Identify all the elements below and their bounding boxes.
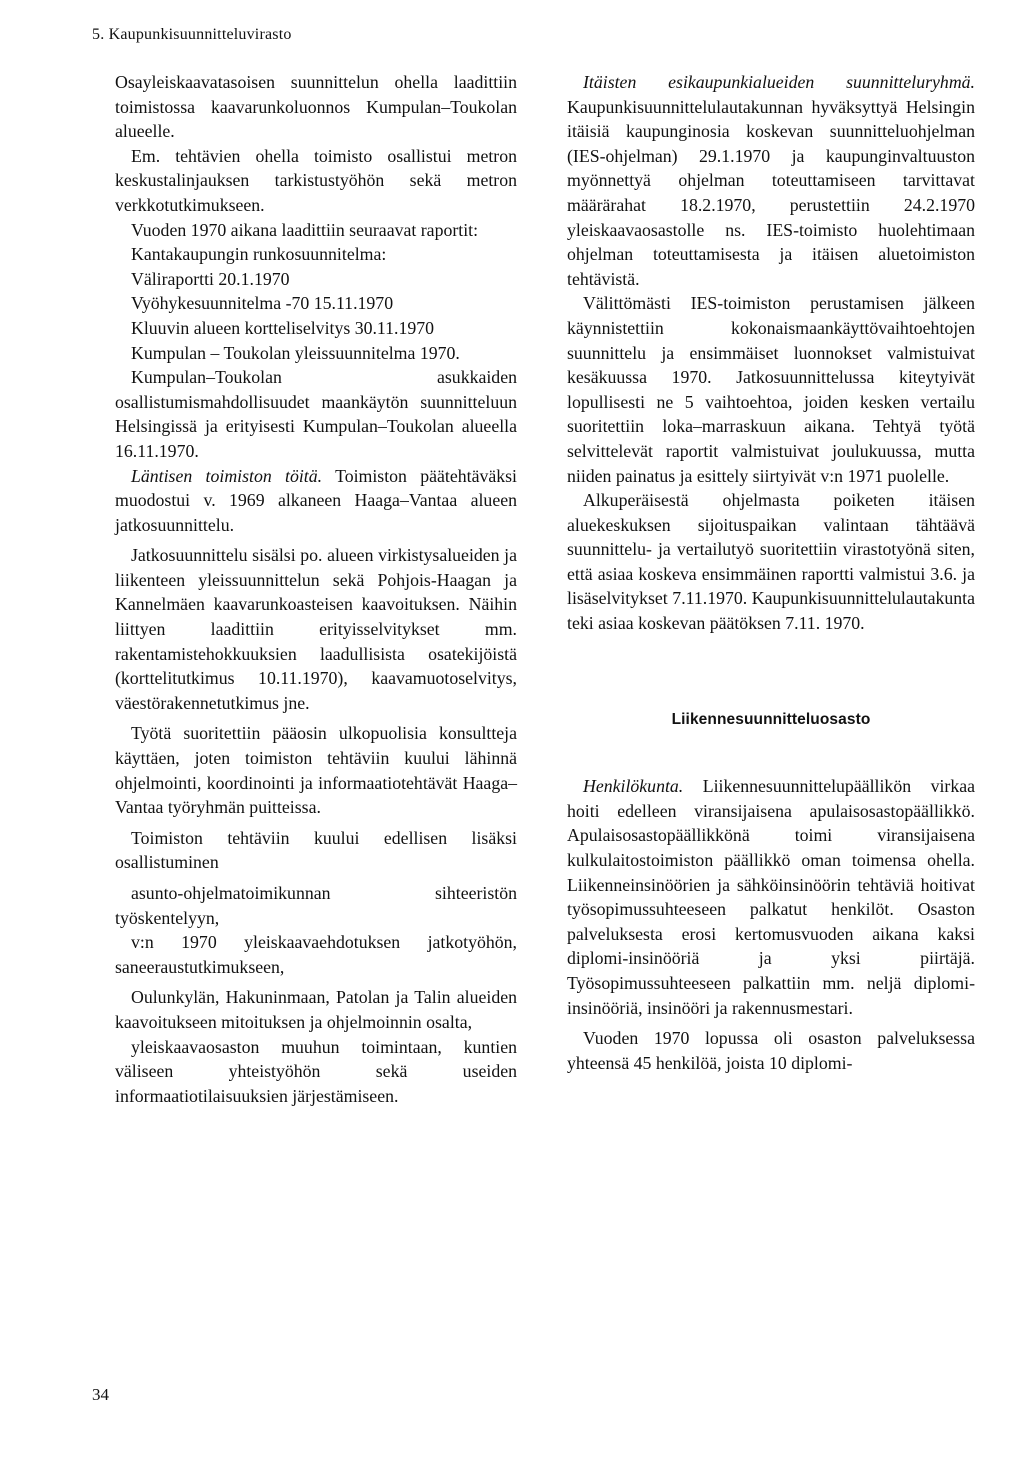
report-item: Vyöhykesuunnitelma -70 15.11.1970: [131, 293, 394, 314]
paragraph-text: Toimiston päätehtäväksi muodostui v. 1969 alkaneen Haaga–Vantaa alueen jatkosuunnittelu.: [115, 465, 517, 535]
list-item: v:n 1970 yleiskaavaehdotuksen jatkotyöhön, saneeraustutkimukseen,: [115, 932, 517, 977]
report-item: Kumpulan – Toukolan yleissuunnitelma 1970.: [131, 342, 460, 363]
report-item: Kluuvin alueen kortteliselvitys 30.11.1970: [131, 317, 435, 338]
paragraph: Vuoden 1970 lopussa oli osaston palveluksessa yhteensä 45 henkilöä, joista 10 diplomi-: [567, 1028, 975, 1073]
run-in-heading: Itäisten esikaupunkialueiden suunnitteluryhmä.: [583, 72, 975, 92]
paragraph: [567, 70, 975, 291]
list-item: Oulunkylän, Hakuninmaan, Patolan ja Talin alueiden kaavoitukseen mitoituksen ja ohjelmoinnin osalta,: [115, 987, 517, 1032]
paragraph-text: Kaupunkisuunnittelulautakunnan hyväksyttyä Helsingin itäisiä kaupunginosia koskevan suunnitteluohjelman (IES-ohjelman) 29.1.1970 ja kaupunginvaltuuston myönnettyä ohjelman toteuttamiseen tarvittavat määrärahat 18.2.1970, perustettiin 24.2.1970 yleiskaavaosastolle ns. IES-toimisto huolehtimaan ohjelman toteuttamisesta ja itäisen aluetoimiston tehtävistä.: [567, 96, 975, 289]
paragraph: Vuoden 1970 aikana laadittiin seuraavat raportit:: [131, 219, 479, 240]
paragraph-text: Liikennesuunnittelupäällikön virkaa hoiti edelleen viransijaisena apulaisosastopäällikkö. Apulaisosastopäällikkönä toimi viransijaisena kulkulaitostoimiston päällikkö oman toimensa ohella. Liikenneinsinöörien ja sähköinsinöörin tehtäviä hoitivat työsopimussuhteeseen palkatut henkilöt. Osaston palveluksesta erosi kertomusvuoden aikana kaksi diplomi-insinööriä ja yksi piirtäjä. Työsopimussuhteeseen palkattiin mm. neljä diplomi-insinööriä, insinööri ja rakennusmestari.: [567, 776, 975, 1018]
running-header: 5. Kaupunkisuunnitteluvirasto: [92, 26, 292, 43]
report-item: Kantakaupungin runkosuunnitelma:: [131, 244, 387, 265]
page-number: 34: [92, 1385, 109, 1404]
paragraph: Alkuperäisestä ohjelmasta poiketen itäisen aluekeskuksen sijoituspaikan valintaan tähtäävä suunnittelu- ja vertailutyö suoritettiin virastotyönä siten, että asiaa koskeva ensimmäinen raportti valmistui 3.6. ja lisäselvitykset 7.11.1970. Kaupunkisuunnittelulautakunta teki asiaa koskevan päätöksen 7.11. 1970.: [567, 490, 975, 634]
paragraph: [567, 774, 975, 1020]
paragraph: [115, 464, 517, 538]
paragraph: Osayleiskaavatasoisen suunnittelun ohella laadittiin toimistossa kaavarunkoluonnos Kumpulan–Toukolan alueelle.: [115, 72, 517, 142]
list-item: yleiskaavaosaston muuhun toimintaan, kuntien väliseen yhteistyöhön sekä useiden informaatiotilaisuuksien järjestämiseen.: [115, 1036, 517, 1106]
section-heading: Liikennesuunnitteluosasto: [671, 710, 871, 728]
paragraph: Em. tehtävien ohella toimisto osallistui metron keskustalinjauksen tarkistustyöhön sekä metron verkkotutkimukseen.: [115, 145, 517, 215]
left-column: [115, 70, 517, 1108]
paragraph: Jatkosuunnittelu sisälsi po. alueen virkistysalueiden ja liikenteen yleissuunnittelun sekä Pohjois-Haagan ja Kannelmäen kaavarunkoasteisen kaavoituksen. Näihin liittyen laadittiin erityisselvitykset mm. rakentamistehokkuuksien laadullisista osatekijöistä (korttelitutkimus 10.11.1970), kaavamuotoselvitys, väestörakennetutkimus jne.: [115, 545, 517, 713]
run-in-heading: Henkilökunta.: [583, 776, 684, 797]
run-in-heading: Läntisen toimiston töitä.: [131, 465, 323, 486]
report-item: Väliraportti 20.1.1970: [131, 268, 290, 289]
paragraph: Välittömästi IES-toimiston perustamisen jälkeen käynnistettiin kokonaismaankäyttövaihtoehtojen suunnittelu ja ensimmäiset luonnokset valmistuivat kesäkuussa 1970. Jatkosuunnittelussa kiteytyivät lopullisesti ne 5 vaihtoehtoa, joiden kesken vertailu suoritettiin loka–marraskuun aikana. Tehtyä työtä selvittelevät raportit valmistuivat joulukuussa, mutta niiden painatus ja esittely siirtyivät v:n 1971 puolelle.: [567, 293, 975, 486]
paragraph: Työtä suoritettiin pääosin ulkopuolisia konsultteja käyttäen, joten toimiston tehtäviin kuului lähinnä ohjelmointi, koordinointi ja informaatiotehtävät Haaga–Vantaa työryhmän puitteissa.: [115, 723, 517, 818]
list-item: asunto-ohjelmatoimikunnan sihteeristön työskentelyyn,: [115, 883, 517, 928]
paragraph: Toimiston tehtäviin kuului edellisen lisäksi osallistuminen: [115, 827, 517, 873]
right-column: [567, 70, 975, 1075]
paragraph: Kumpulan–Toukolan asukkaiden osallistumismahdollisuudet maankäytön suunnitteluun Helsingissä ja erityisesti Kumpulan–Toukolan alueella 16.11.1970.: [115, 367, 517, 461]
